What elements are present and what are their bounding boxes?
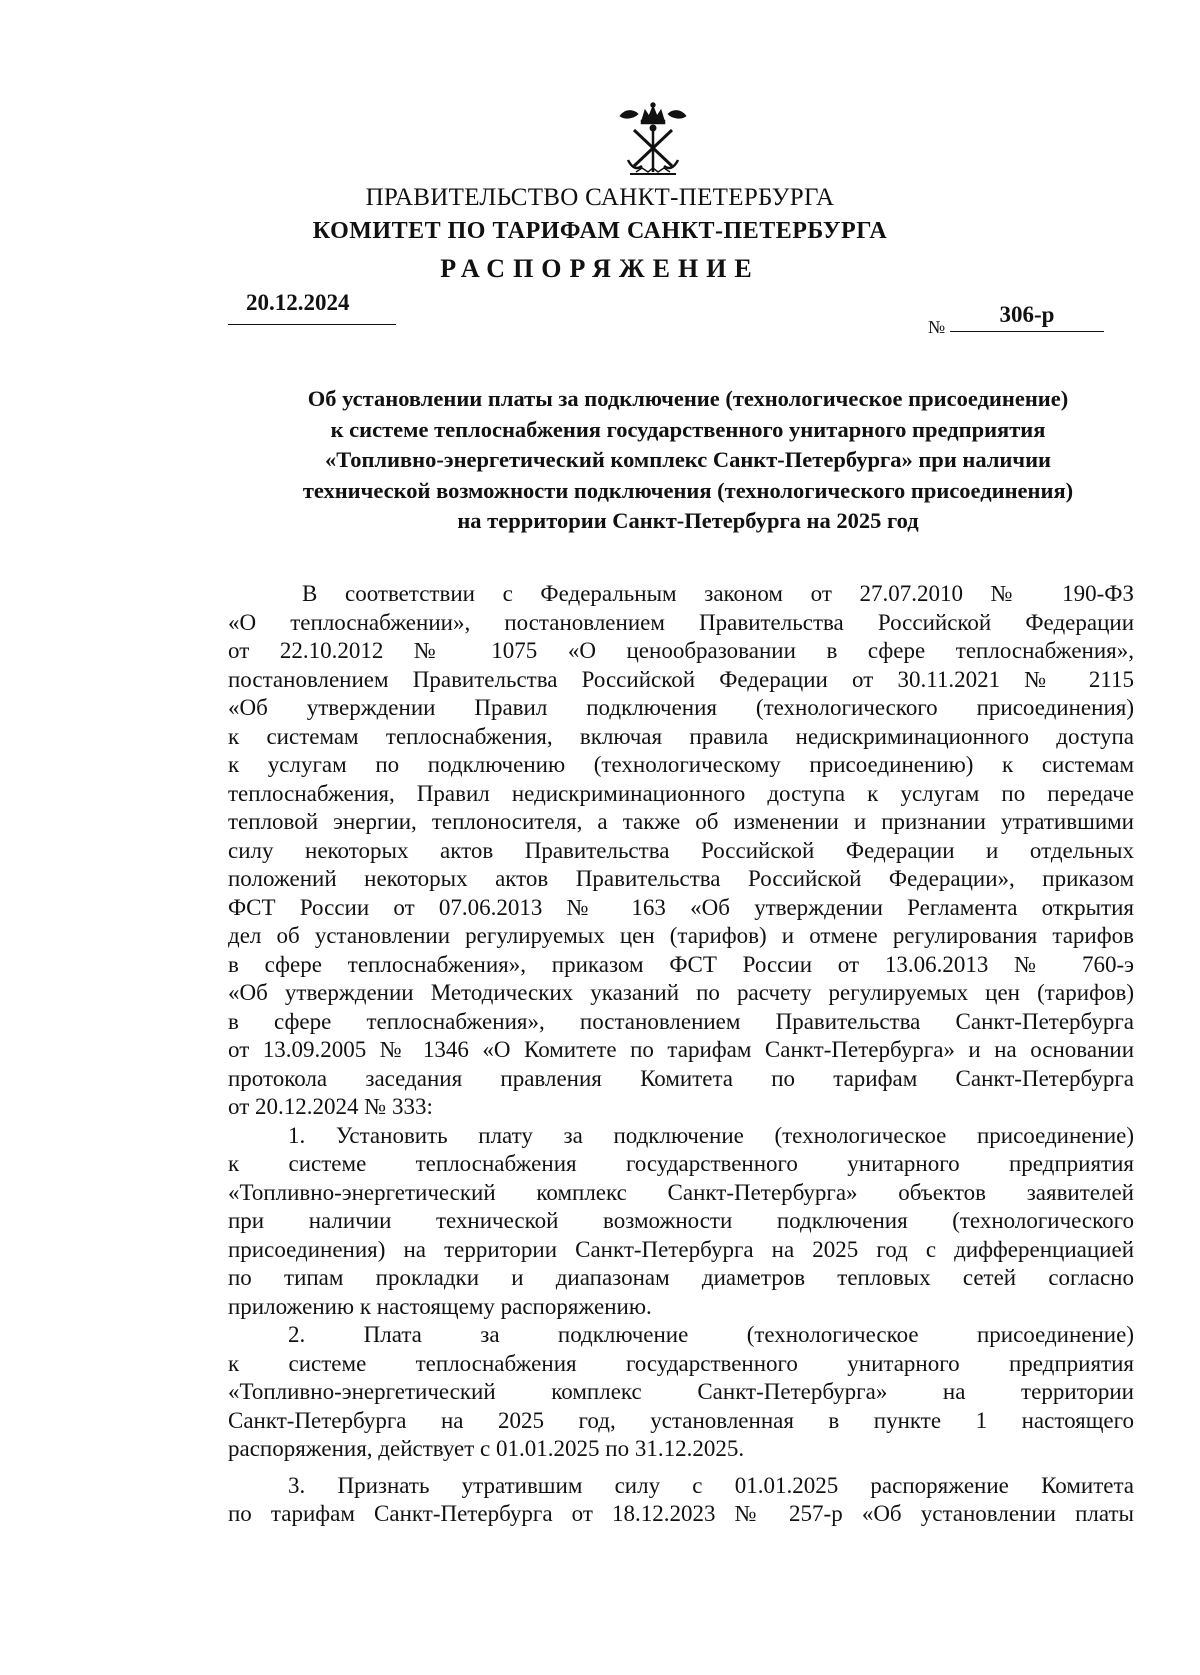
text-line: приложению к настоящему распоряжению.	[228, 1293, 652, 1319]
text-line: распоряжения, действует с 01.01.2025 по 31.12.2025.	[228, 1436, 745, 1461]
text-line: В соответствии с Федеральным законом от 27.07.2010 № 190-ФЗ	[302, 581, 1134, 606]
document-date: 20.12.2024	[246, 290, 350, 315]
text-line: тепловой энергии, теплоносителя, а также об изменении и признании утратившими	[228, 809, 1134, 834]
text-line: от 13.09.2005 № 1346 «О Комитете по тарифам Санкт-Петербурга» и на основании	[228, 1037, 1134, 1062]
text-line: «Об утверждении Правил подключения (технологического присоединения)	[228, 695, 1134, 720]
text-line: силу некоторых актов Правительства Российской Федерации и отдельных	[228, 837, 1134, 863]
text-line: положений некоторых актов Правительства Российской Федерации», приказом	[228, 866, 1134, 891]
title-line: Об установлении платы за подключение (технологическое присоединение)	[307, 386, 1069, 411]
text-line: от 20.12.2024 № 333:	[228, 1094, 433, 1119]
text-line: присоединения) на территории Санкт-Петербурга на 2025 год с дифференциацией	[228, 1236, 1134, 1262]
number-sign: №	[928, 317, 946, 337]
document-type: РАСПОРЯЖЕНИЕ	[440, 254, 760, 283]
text-line: по тарифам Санкт-Петербурга от 18.12.2023 № 257-р «Об установлении платы	[228, 1501, 1134, 1526]
title-line: к системе теплоснабжения государственного унитарного предприятия	[330, 416, 1046, 442]
text-line: «Об утверждении Методических указаний по расчету регулируемых цен (тарифов)	[228, 980, 1134, 1005]
text-line: по типам прокладки и диапазонам диаметров тепловых сетей согласно	[228, 1265, 1134, 1290]
text-line: Санкт-Петербурга на 2025 год, установленная в пункте 1 настоящего	[228, 1407, 1134, 1433]
text-line: к услугам по подключению (технологическому присоединению) к системам	[228, 752, 1134, 777]
text-line: в сфере теплоснабжения», постановлением Правительства Санкт-Петербурга	[228, 1008, 1134, 1034]
text-line: протокола заседания правления Комитета по тарифам Санкт-Петербурга	[228, 1065, 1134, 1091]
text-line: дел об установлении регулируемых цен (тарифов) и отмене регулирования тарифов	[228, 923, 1134, 948]
date-underline	[228, 324, 396, 325]
text-line: в сфере теплоснабжения», приказом ФСТ России от 13.06.2013 № 760-э	[228, 951, 1134, 977]
title-line: «Топливно-энергетический комплекс Санкт-Петербурга» при наличии	[324, 447, 1052, 472]
item-1-paragraph	[228, 1122, 1134, 1322]
title-line: на территории Санкт-Петербурга на 2025 год	[457, 508, 919, 533]
text-line: 1. Установить плату за подключение (технологическое присоединение)	[288, 1122, 1134, 1148]
government-name: ПРАВИТЕЛЬСТВО САНКТ-ПЕТЕРБУРГА	[365, 184, 835, 211]
number-underline	[950, 331, 1104, 332]
text-line: «О теплоснабжении», постановлением Правительства Российской Федерации	[228, 609, 1134, 635]
text-line: «Топливно-энергетический комплекс Санкт-Петербурга» на территории	[228, 1379, 1134, 1404]
text-line: 2. Плата за подключение (технологическое присоединение)	[288, 1322, 1134, 1347]
text-line: 3. Признать утратившим силу с 01.01.2025 распоряжение Комитета	[288, 1472, 1134, 1498]
title-line: технической возможности подключения (технологического присоединения)	[302, 477, 1074, 503]
document-number-field	[928, 298, 1104, 337]
text-line: теплоснабжения, Правил недискриминационного доступа к услугам по передаче	[228, 780, 1134, 806]
text-line: постановлением Правительства Российской Федерации от 30.11.2021 № 2115	[228, 666, 1134, 692]
text-line: к системе теплоснабжения государственного унитарного предприятия	[228, 1151, 1134, 1176]
document-title	[240, 384, 1136, 537]
document-body	[228, 580, 1134, 1529]
item-2-paragraph	[228, 1321, 1134, 1464]
document-date-field	[228, 290, 396, 325]
item-3-paragraph	[228, 1472, 1134, 1529]
committee-name: КОМИТЕТ ПО ТАРИФАМ САНКТ-ПЕТЕРБУРГА	[312, 218, 888, 244]
text-line: от 22.10.2012 № 1075 «О ценообразовании в сфере теплоснабжения»,	[228, 638, 1134, 663]
coat-of-arms-emblem	[612, 98, 694, 180]
text-line: «Топливно-энергетический комплекс Санкт-Петербурга» объектов заявителей	[228, 1179, 1134, 1205]
text-line: к системам теплоснабжения, включая правила недискриминационного доступа	[228, 723, 1134, 749]
document-number: 306-р	[999, 302, 1055, 327]
preamble-paragraph	[228, 580, 1134, 1122]
text-line: к системе теплоснабжения государственного унитарного предприятия	[228, 1350, 1134, 1376]
text-line: при наличии технической возможности подключения (технологического	[228, 1208, 1134, 1233]
text-line: ФСТ России от 07.06.2013 № 163 «Об утверждении Регламента открытия	[228, 894, 1134, 920]
